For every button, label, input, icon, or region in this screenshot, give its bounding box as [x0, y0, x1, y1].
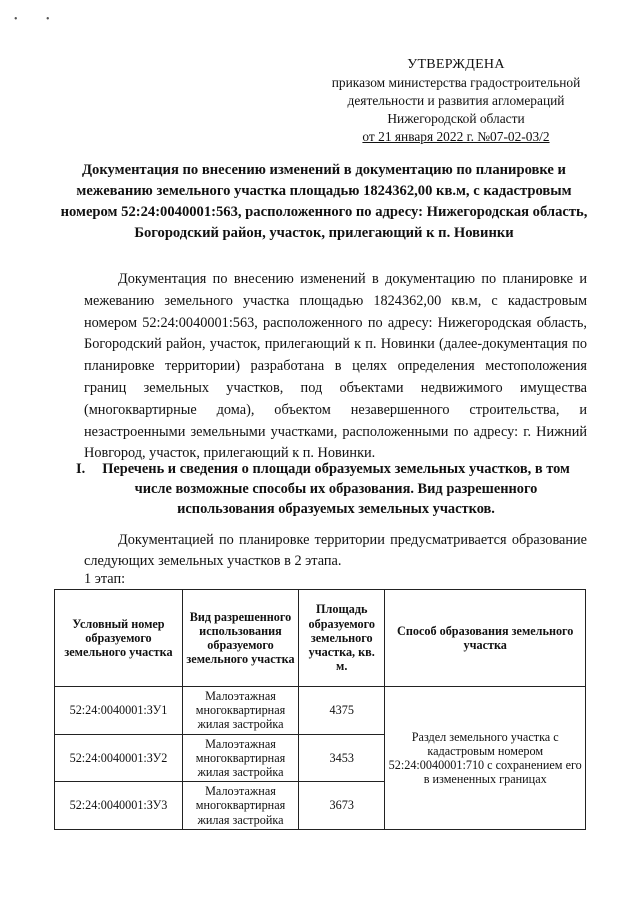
plot-method-cell: Раздел земельного участка с кадастровым номером 52:24:0040001:710 с сохранением его в измененных границах	[385, 687, 586, 830]
approval-line: деятельности и развития агломераций	[347, 93, 565, 108]
section-text: Перечень и сведения о площади образуемых земельных участков, в том числе возможные способы их образования. Вид разрешенного использования образуемых земельных участков.	[102, 461, 570, 517]
stage-label: 1 этап:	[84, 571, 126, 587]
plot-id-cell: 52:24:0040001:ЗУ1	[55, 687, 183, 735]
approval-line: приказом министерства градостроительной	[331, 75, 581, 90]
plot-id-cell: 52:24:0040001:ЗУ2	[55, 734, 183, 782]
column-header: Способ образования земельного участка	[385, 590, 586, 687]
plot-use-cell: Малоэтажная многоквартирная жилая застройка	[182, 734, 298, 782]
approval-stamp	[320, 56, 592, 146]
plot-area-cell: 3453	[299, 734, 385, 782]
plot-use-cell: Малоэтажная многоквартирная жилая застройка	[182, 782, 298, 830]
plot-area-cell: 4375	[299, 687, 385, 735]
body-paragraph: Документацией по планировке территории предусматривается образование следующих земельных участков в 2 этапа.	[84, 532, 587, 569]
approval-date: от 21 января 2022 г. №07-02-03/2	[362, 129, 550, 144]
document-title: Документация по внесению изменений в документацию по планировке и межеванию земельного участка площадью 1824362,00 кв.м, с кадастровым номером 52:24:0040001:563, расположенного по адресу: Нижегородская область, Богородский район, участок, прилегающий к п. Новинки	[60, 162, 588, 241]
approval-line: Нижегородской области	[387, 111, 525, 126]
table-header-row	[55, 590, 586, 687]
column-header: Условный номер образуемого земельного участка	[55, 590, 183, 687]
column-header: Площадь образуемого земельного участка, кв. м.	[299, 590, 385, 687]
plot-use-cell: Малоэтажная многоквартирная жилая застройка	[182, 687, 298, 735]
scan-mark: •	[14, 14, 18, 25]
plot-id-cell: 52:24:0040001:ЗУ3	[55, 782, 183, 830]
section-heading	[76, 459, 576, 519]
section-number: I.	[76, 461, 86, 477]
scan-mark: •	[46, 14, 50, 25]
land-plots-table	[54, 589, 586, 830]
approval-heading: УТВЕРЖДЕНА	[407, 57, 505, 72]
plot-area-cell: 3673	[299, 782, 385, 830]
intro-paragraph: Документация по внесению изменений в документацию по планировке и межеванию земельного участка площадью 1824362,00 кв.м, с кадастровым номером 52:24:0040001:563, расположенного по адресу: Нижегородская область, Богородский район, участок, прилегающий к п. Новинки (далее-документация по планировке территории) разработана в целях определения местоположения границ земельных участков, под объектами недвижимого имущества (многоквартирные дома), объектом незавершенного строительства, и незастроенными земельными участками, расположенными по адресу: г. Нижний Новгород, участок, прилегающий к п. Новинки.	[84, 271, 587, 462]
column-header: Вид разрешенного использования образуемого земельного участка	[182, 590, 298, 687]
table-row	[55, 687, 586, 735]
